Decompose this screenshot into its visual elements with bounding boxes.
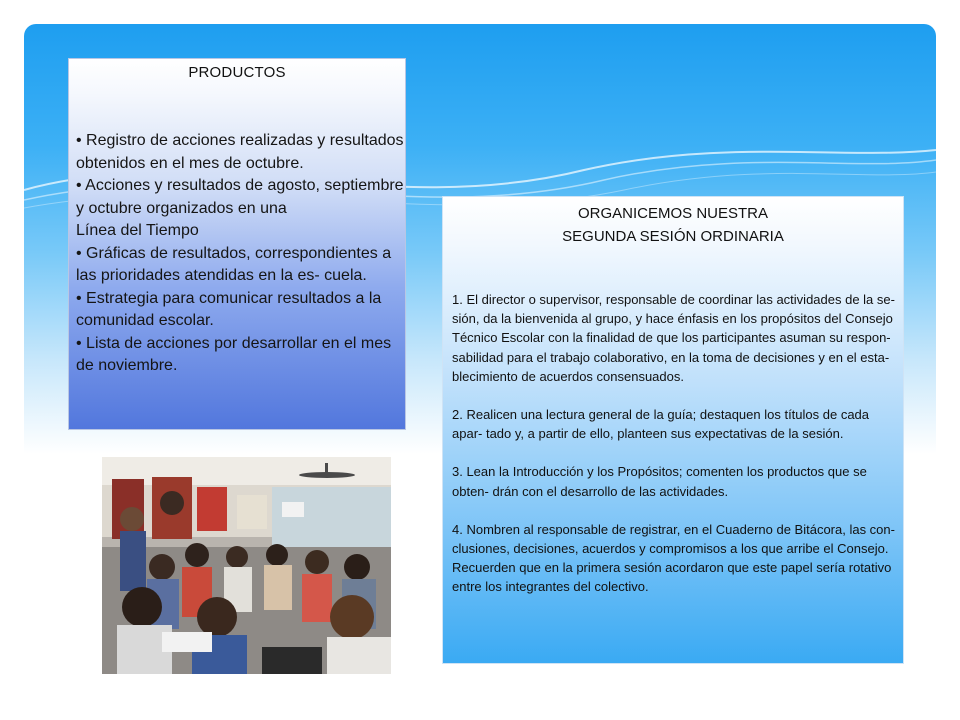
organicemos-title-line2: SEGUNDA SESIÓN ORDINARIA	[562, 228, 784, 245]
organicemos-title	[442, 202, 904, 248]
productos-item: • Lista de acciones por desarrollar en el mes de noviembre.	[76, 334, 392, 374]
productos-item: • Estrategia para comunicar resultados a la comunidad escolar.	[76, 289, 382, 329]
organicemos-step: 1. El director o supervisor, responsable de coordinar las actividades de la se- sión, da la bienvenida al grupo, y hace énfasis en los propósitos del Consejo Técnico Escolar con la finalidad de que los participantes asuman su respon- sabilidad para el trabajo colaborativo, en la toma de decisiones y en el esta- blecimiento de acuerdos consensuados.	[452, 292, 895, 384]
organicemos-step: 2. Realicen una lectura general de la guía; destaquen los títulos de cada apar- tado y, a partir de ello, planteen sus expectativas de la sesión.	[452, 407, 870, 442]
meeting-photo	[102, 457, 391, 674]
productos-item: • Registro de acciones realizadas y resultados obtenidos en el mes de octubre.	[76, 132, 404, 172]
productos-title: PRODUCTOS	[188, 64, 286, 81]
organicemos-step: 4. Nombren al responsable de registrar, en el Cuaderno de Bitácora, las con- clusiones, decisiones, acuerdos y compromisos a los que arribe el Consejo. Recuerden que en la primera sesión acordaron que este papel sería rotativo entre los integrantes del colectivo.	[452, 521, 895, 595]
organicemos-step: 3. Lean la Introducción y los Propósitos; comenten los productos que se obten- drán con el desarrollo de las actividades.	[452, 464, 867, 499]
organicemos-steps	[452, 290, 898, 616]
productos-item: Línea del Tiempo	[76, 222, 199, 239]
productos-list	[76, 130, 408, 378]
productos-item: • Acciones y resultados de agosto, septiembre y octubre organizados en una	[76, 177, 404, 217]
organicemos-title-line1: ORGANICEMOS NUESTRA	[577, 205, 769, 222]
productos-item: • Gráficas de resultados, correspondientes a las prioridades atendidas en la es- cuela.	[76, 244, 392, 284]
